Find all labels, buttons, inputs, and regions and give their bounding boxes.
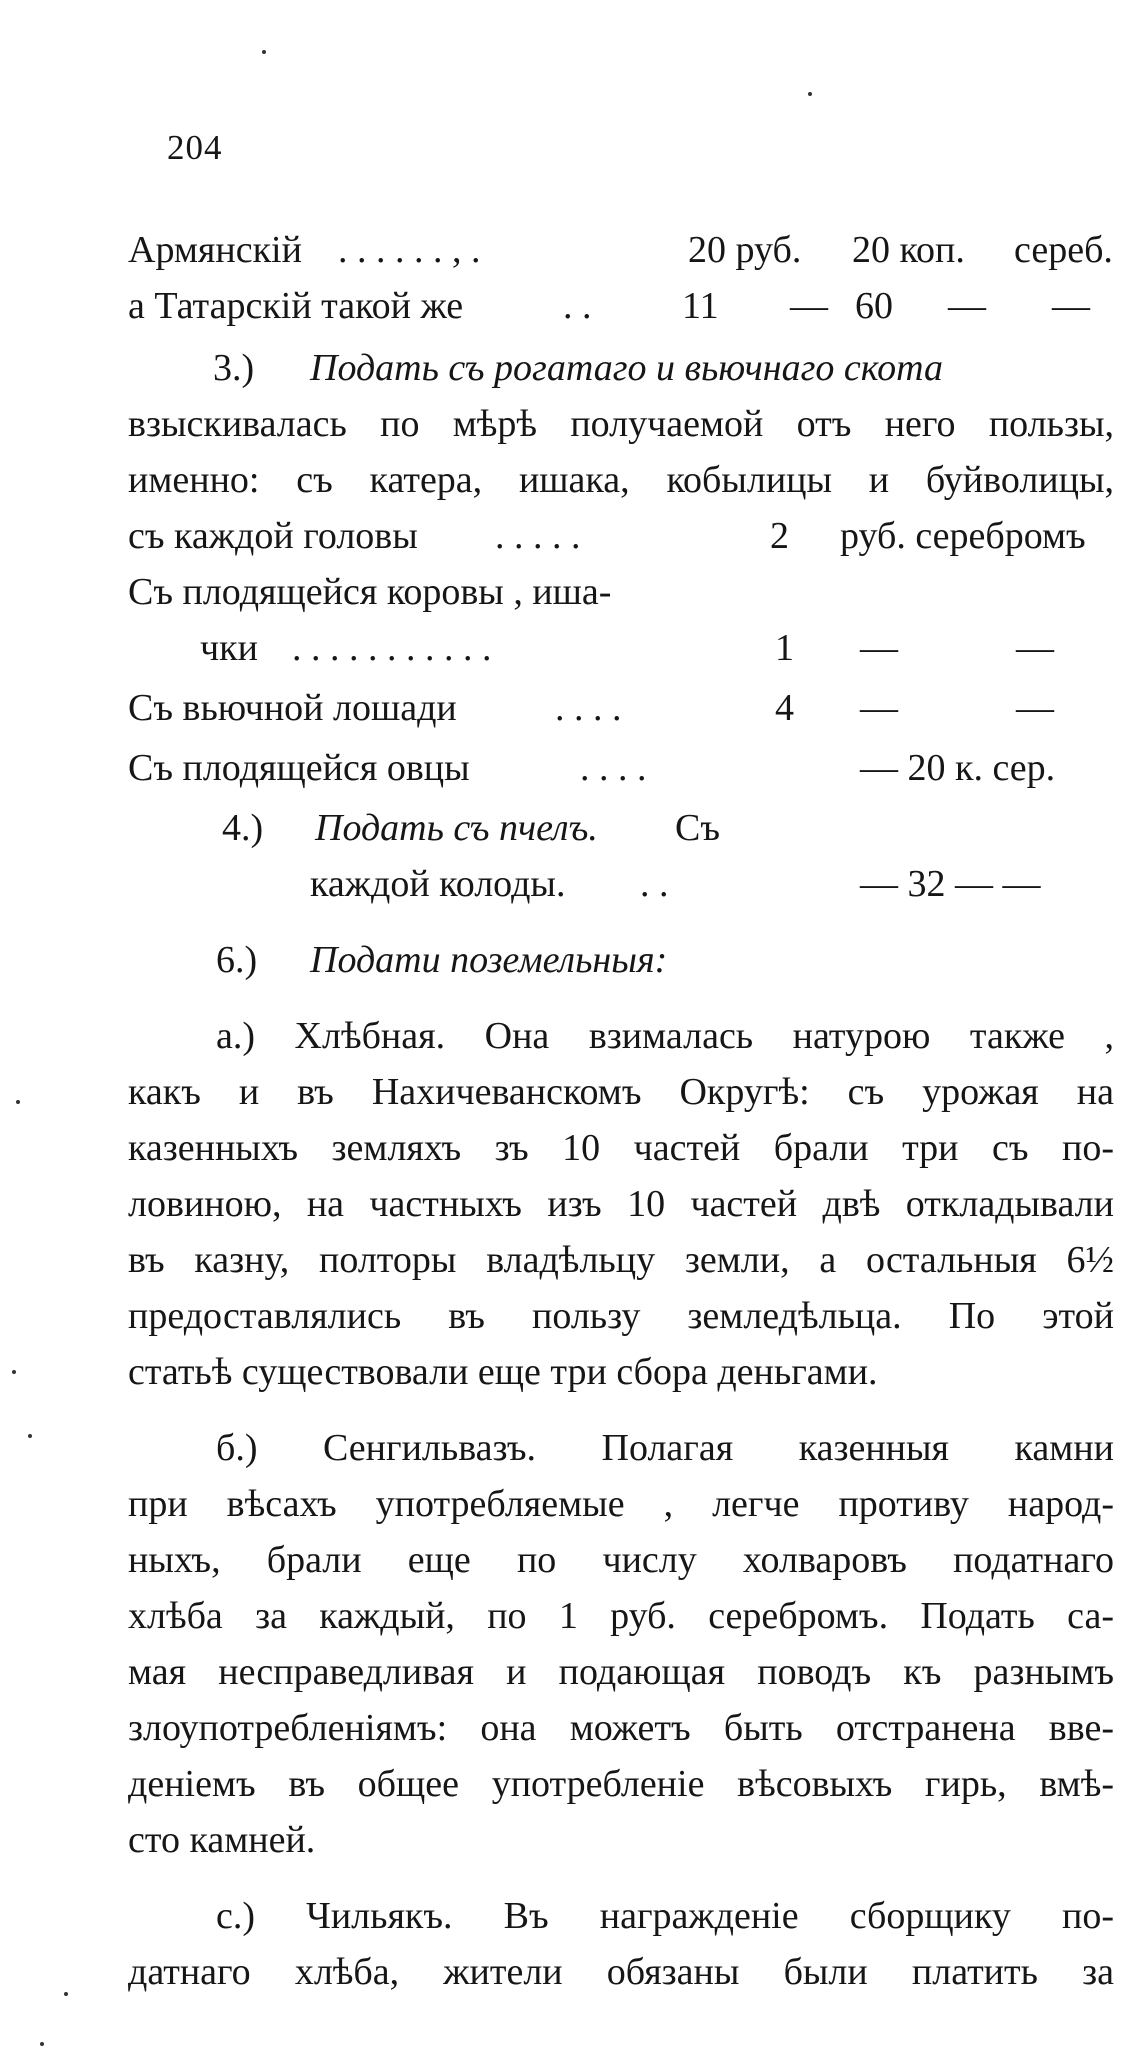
paragraph-a-first-line: а.) Хлѣбная. Она взималась натурою также , xyxy=(216,1015,1114,1057)
print-speck xyxy=(16,1100,20,1104)
tariff-label: Съ плодящейся овцы xyxy=(128,747,470,789)
leader-dots: . . xyxy=(640,863,669,905)
tariff-label: съ каждой головы xyxy=(128,515,418,557)
tariff-rubles: 20 руб. xyxy=(688,229,802,271)
tariff-kopecks: 60 xyxy=(855,285,893,327)
leader-dots: . . . . . xyxy=(495,515,581,557)
tariff-label: каждой колоды. xyxy=(310,863,566,905)
text-line: казенныхъ земляхъ зъ 10 частей брали три съ по- xyxy=(128,1127,1114,1169)
ditto-dash: — xyxy=(790,285,828,327)
leader-dots: . . . . . . , . xyxy=(338,229,481,271)
tariff-value: — 32 — — xyxy=(860,863,1041,905)
ditto-dash: — xyxy=(860,687,898,729)
text-line: датнаго хлѣба, жители обязаны были платить за xyxy=(128,1951,1114,1993)
text-fragment: Съ xyxy=(675,807,720,849)
text-line-last: сто камней. xyxy=(128,1819,316,1861)
print-speck xyxy=(40,2042,44,2046)
paragraph-b-first-line: б.) Сенгильвазъ. Полагая казенныя камни xyxy=(216,1427,1114,1469)
tariff-label: Съ вьючной лошади xyxy=(128,687,457,729)
text-line: злоупотребленіямъ: она можетъ быть отстранена вве- xyxy=(128,1707,1114,1749)
text-line: предоставлялись въ пользу земледѣльца. По этой xyxy=(128,1295,1114,1337)
leader-dots: . . . . xyxy=(580,747,647,789)
text-line-last: статьѣ существовали еще три сбора деньгами. xyxy=(128,1351,878,1393)
ditto-dash: — xyxy=(948,285,986,327)
ditto-dash: — xyxy=(1052,285,1090,327)
section-title: Подати поземельныя: xyxy=(310,939,668,981)
tariff-value: — 20 к. сер. xyxy=(860,747,1056,789)
page-number: 204 xyxy=(167,128,223,167)
print-speck xyxy=(28,1434,32,1438)
print-speck xyxy=(808,92,812,96)
text-line: именно: съ катера, ишака, кобылицы и буйволицы, xyxy=(128,459,1114,501)
tariff-value: 1 xyxy=(775,627,794,669)
tariff-label: Армянскій xyxy=(128,229,302,271)
text-line: мая несправедливая и подающая поводъ къ разнымъ xyxy=(128,1651,1114,1693)
leader-dots: . . xyxy=(563,285,592,327)
section-number: 4.) xyxy=(222,807,264,849)
text-line: деніемъ въ общее употребленіе вѣсовыхъ гирь, вмѣ- xyxy=(128,1763,1114,1805)
tariff-rubles: 11 xyxy=(682,285,719,327)
tariff-value: 4 xyxy=(775,687,794,729)
print-speck xyxy=(262,50,266,54)
ditto-dash: — xyxy=(1016,687,1054,729)
tariff-unit: сереб. xyxy=(1014,229,1113,271)
print-speck xyxy=(12,1370,16,1374)
ditto-dash: — xyxy=(1016,627,1054,669)
tariff-label: Съ плодящейся коровы , иша- xyxy=(128,571,612,613)
text-line: взыскивалась по мѣрѣ получаемой отъ него пользы, xyxy=(128,403,1114,445)
text-line: ныхъ, брали еще по числу холваровъ податнаго xyxy=(128,1539,1114,1581)
text-line: въ казну, полторы владѣльцу земли, а остальныя 6½ xyxy=(128,1239,1114,1281)
text-line: хлѣба за каждый, по 1 руб. серебромъ. Подать са- xyxy=(128,1595,1114,1637)
section-number: 3.) xyxy=(213,347,255,389)
ditto-dash: — xyxy=(860,627,898,669)
tariff-unit: руб. серебромъ xyxy=(840,515,1086,557)
text-line: ловиною, на частныхъ изъ 10 частей двѣ откладывали xyxy=(128,1183,1114,1225)
tariff-kopecks: 20 коп. xyxy=(852,229,965,271)
tariff-value: 2 xyxy=(770,515,789,557)
leader-dots: . . . . . . . . . . . xyxy=(292,627,492,669)
tariff-label: а Татарскій такой же xyxy=(128,285,464,327)
paragraph-c-first-line: с.) Чильякъ. Въ награжденіе сборщику по- xyxy=(216,1895,1114,1937)
text-line: какъ и въ Нахичеванскомъ Округѣ: съ урожая на xyxy=(128,1071,1114,1113)
section-title: Подать съ рогатаго и вьючнаго скота xyxy=(310,347,944,389)
tariff-label: чки xyxy=(200,627,258,669)
leader-dots: . . . . xyxy=(555,687,622,729)
section-title: Подать съ пчелъ. xyxy=(315,807,598,849)
section-number: 6.) xyxy=(216,939,258,981)
text-line: при вѣсахъ употребляемые , легче противу народ- xyxy=(128,1483,1114,1525)
print-speck xyxy=(64,1992,68,1996)
